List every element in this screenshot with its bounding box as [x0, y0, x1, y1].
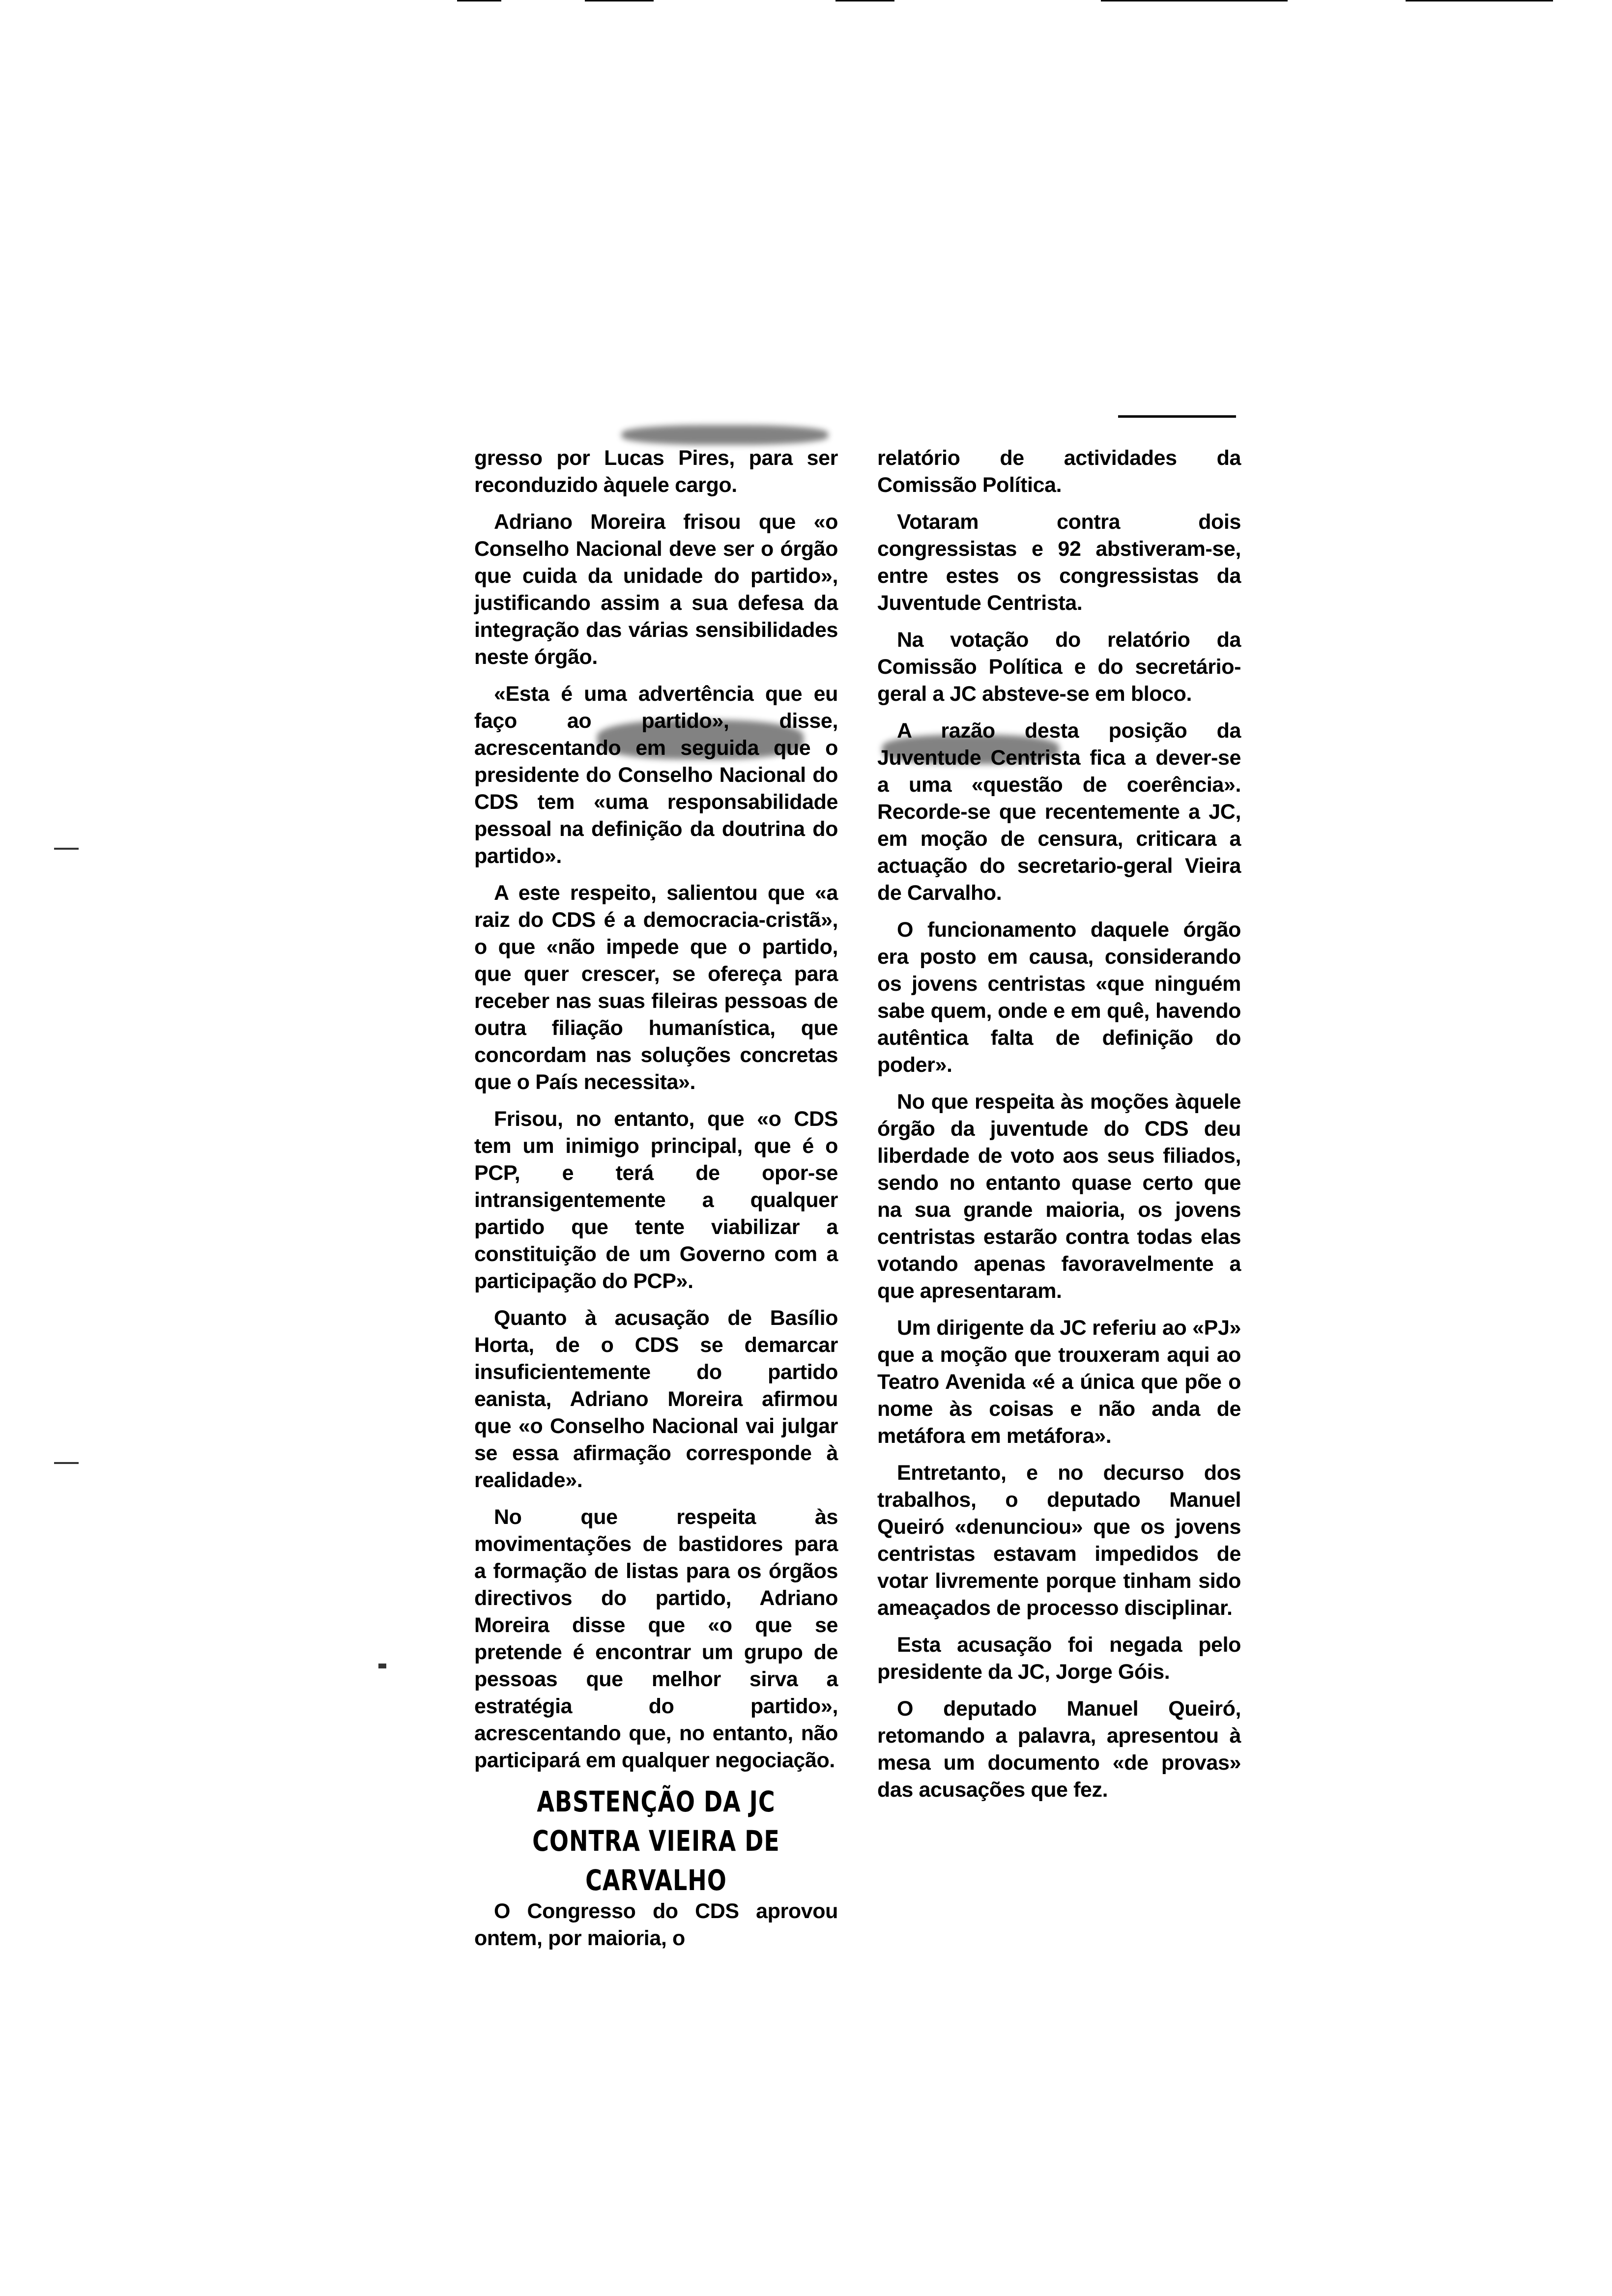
paragraph: gresso por Lucas Pires, para ser reconduzido àquele cargo. [474, 446, 838, 497]
paragraph: Adriano Moreira frisou que «o Conselho Nacional deve ser o órgão que cuida da unidade do partido», justificando assim a sua defesa da integração das várias sensibilidades neste órgão. [474, 510, 838, 669]
paragraph: Frisou, no entanto, que «o CDS tem um inimigo principal, que é o PCP, e terá de opor-se intransigentemente a qualquer partido que tente viabilizar a constituição de um Governo com a participação do PCP». [474, 1107, 838, 1293]
paragraph: No que respeita às moções àquele órgão da juventude do CDS deu liberdade de voto aos seus filiados, sendo no entanto quase certo que na sua grande maioria, os jovens centristas estarão contra todas elas votando apenas favoravelmente a que apresentaram. [877, 1090, 1241, 1303]
newspaper-clipping [469, 410, 1246, 2101]
scan-edge-mark [585, 0, 654, 1]
paragraph: No que respeita às movimentações de bastidores para a formação de listas para os órgãos directivos do partido, Adriano Moreira disse que «o que se pretende é encontrar um grupo de pessoas que melhor sirva a estratégia do partido», acrescentando que, no entanto, não participará em qualquer negociação. [474, 1505, 838, 1772]
section-headline [474, 1782, 838, 1900]
headline-line: CONTRA VIEIRA DE CARVALHO [532, 1824, 780, 1897]
margin-mark [378, 1664, 386, 1668]
paragraph: «Esta é uma advertência que eu faço ao partido», disse, acrescentando em seguida que o presidente do Conselho Nacional do CDS tem «uma responsabilidade pessoal na definição da doutrina do partido». [474, 682, 838, 868]
scan-edge-mark [457, 0, 501, 1]
margin-mark [54, 1462, 79, 1464]
margin-mark [54, 848, 79, 850]
scan-edge-mark [835, 0, 894, 1]
paragraph: Votaram contra dois congressistas e 92 abstiveram-se, entre estes os congressistas da Juventude Centrista. [877, 510, 1241, 615]
paragraph: Quanto à acusação de Basílio Horta, de o CDS se demarcar insuficientemente do partido eanista, Adriano Moreira afirmou que «o Conselho Nacional vai julgar se essa afirmação corresponde à realidade». [474, 1306, 838, 1492]
scan-edge-mark [1406, 0, 1553, 1]
paragraph: Entretanto, e no decurso dos trabalhos, o deputado Manuel Queiró «denunciou» que os jovens centristas estavam impedidos de votar livremente porque tinham sido ameaçados de processo disciplinar. [877, 1461, 1241, 1620]
print-smudge [622, 425, 828, 445]
headline-line: ABSTENÇÃO DA JC [537, 1785, 776, 1818]
article-column-left [474, 445, 838, 1962]
top-rule [1118, 415, 1236, 418]
paragraph: A este respeito, salientou que «a raiz do CDS é a democracia-cristã», o que «não impede que o partido, que quer crescer, se ofereça para receber nas suas fileiras pessoas de outra filiação humanística, que concordam nas soluções concretas que o País necessita». [474, 881, 838, 1094]
article-column-right [877, 445, 1241, 1813]
paragraph: O Congresso do CDS aprovou ontem, por maioria, o [474, 1899, 838, 1950]
paragraph: Na votação do relatório da Comissão Política e do secretário-geral a JC absteve-se em bloco. [877, 628, 1241, 706]
scan-edge-mark [1101, 0, 1288, 1]
paragraph: O deputado Manuel Queiró, retomando a palavra, apresentou à mesa um documento «de provas» das acusações que fez. [877, 1697, 1241, 1802]
paragraph: A razão desta posição da Juventude Centrista fica a dever-se a uma «questão de coerência». Recorde-se que recentemente a JC, em moção de censura, criticara a actuação do secretario-geral Vieira de Carvalho. [877, 719, 1241, 905]
paragraph: Um dirigente da JC referiu ao «PJ» que a moção que trouxeram aqui ao Teatro Avenida «é a única que põe o nome às coisas e não anda de metáfora em metáfora». [877, 1316, 1241, 1448]
paragraph: O funcionamento daquele órgão era posto em causa, considerando os jovens centristas «que ninguém sabe quem, onde e em quê, havendo autêntica falta de definição do poder». [877, 918, 1241, 1077]
paragraph: Esta acusação foi negada pelo presidente da JC, Jorge Góis. [877, 1633, 1241, 1684]
paragraph: relatório de actividades da Comissão Política. [877, 446, 1241, 497]
